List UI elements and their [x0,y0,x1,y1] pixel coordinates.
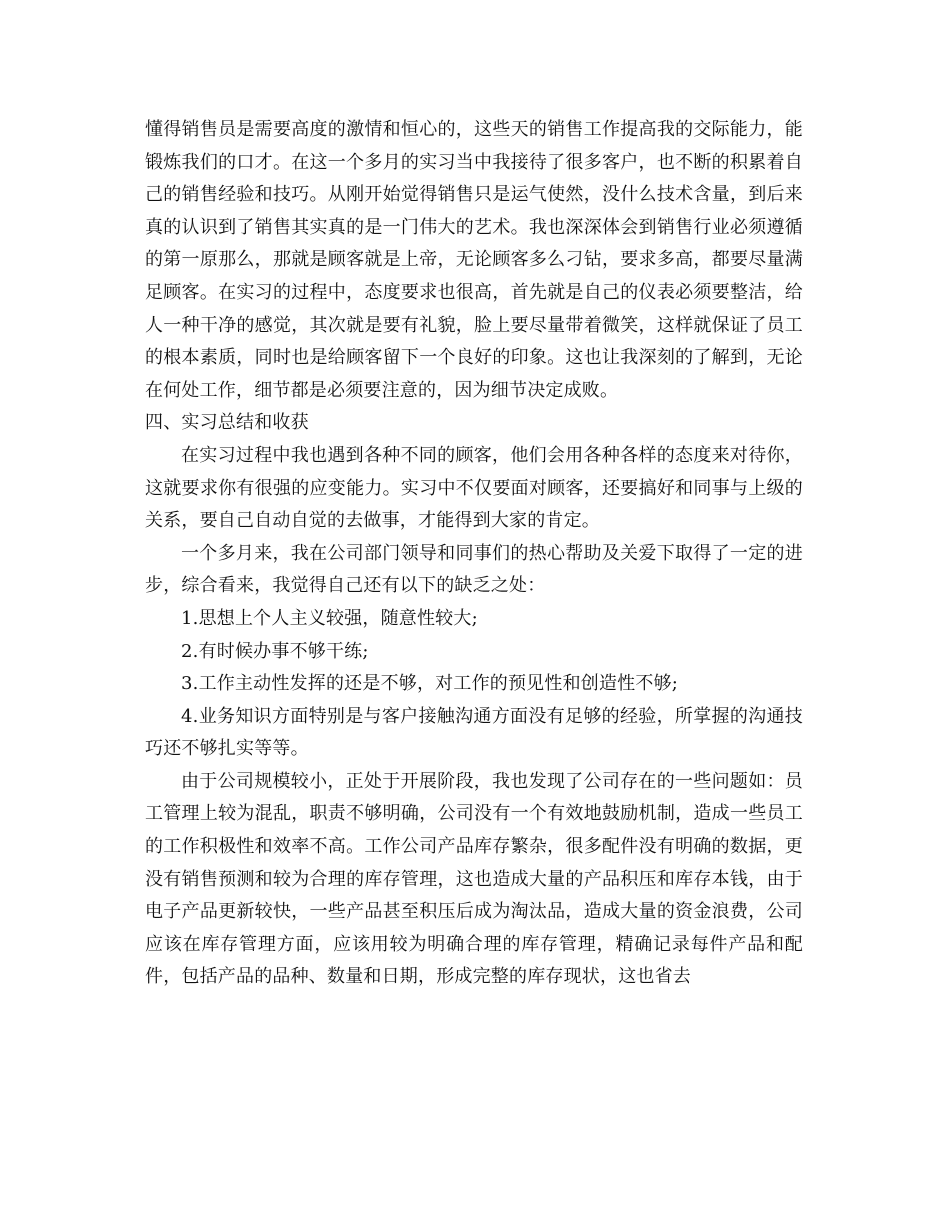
list-item-shortcoming-3: 3.工作主动性发挥的还是不够，对工作的预见性和创造性不够; [181,673,679,695]
list-item-shortcoming-4: 4.业务知识方面特别是与客户接触沟通方面没有足够的经验，所掌握的沟通技巧还不够扎实等等。 [145,705,803,760]
paragraph-company-issues: 由于公司规模较小，正处于开展阶段，我也发现了公司存在的一些问题如：员工管理上较为混乱，职责不够明确，公司没有一个有效地鼓励机制，造成一些员工的工作积极性和效率不高。工作公司产品库存繁杂，很多配件没有明确的数据，更没有销售预测和较为合理的库存管理，这也造成大量的产品积压和库存本钱，由于电子产品更新较快，一些产品甚至积压后成为淘汰品，造成大量的资金浪费，公司应该在库存管理方面，应该用较为明确合理的库存管理，精确记录每件产品和配件，包括产品的品种、数量和日期，形成完整的库存现状，这也省去 [145,770,803,988]
document-body [145,114,803,994]
paragraph-progress-shortcomings: 一个多月来，我在公司部门领导和同事们的热心帮助及关爱下取得了一定的进步，综合看来，我觉得自己还有以下的缺乏之处： [145,542,803,597]
list-item-shortcoming-1: 1.思想上个人主义较强，随意性较大; [181,607,478,629]
section-heading-summary: 四、实习总结和收获 [145,412,309,434]
list-item-shortcoming-2: 2.有时候办事不够干练; [181,640,369,662]
paragraph-customer-adaptability: 在实习过程中我也遇到各种不同的顾客，他们会用各种各样的态度来对待你，这就要求你有很强的应变能力。实习中不仅要面对顾客，还要搞好和同事与上级的关系，要自己自动自觉的去做事，才能得到大家的肯定。 [145,444,803,532]
paragraph-sales-experience: 懂得销售员是需要高度的激情和恒心的，这些天的销售工作提高我的交际能力，能锻炼我们的口才。在这一个多月的实习当中我接待了很多客户，也不断的积累着自己的销售经验和技巧。从刚开始觉得销售只是运气使然，没什么技术含量，到后来真的认识到了销售其实真的是一门伟大的艺术。我也深深体会到销售行业必须遵循的第一原那么，那就是顾客就是上帝，无论顾客多么刁钻，要求多高，都要尽量满足顾客。在实习的过程中，态度要求也很高，首先就是自己的仪表必须要整洁，给人一种干净的感觉，其次就是要有礼貌，脸上要尽量带着微笑，这样就保证了员工的根本素质，同时也是给顾客留下一个良好的印象。这也让我深刻的了解到，无论在何处工作，细节都是必须要注意的，因为细节决定成败。 [145,119,803,401]
